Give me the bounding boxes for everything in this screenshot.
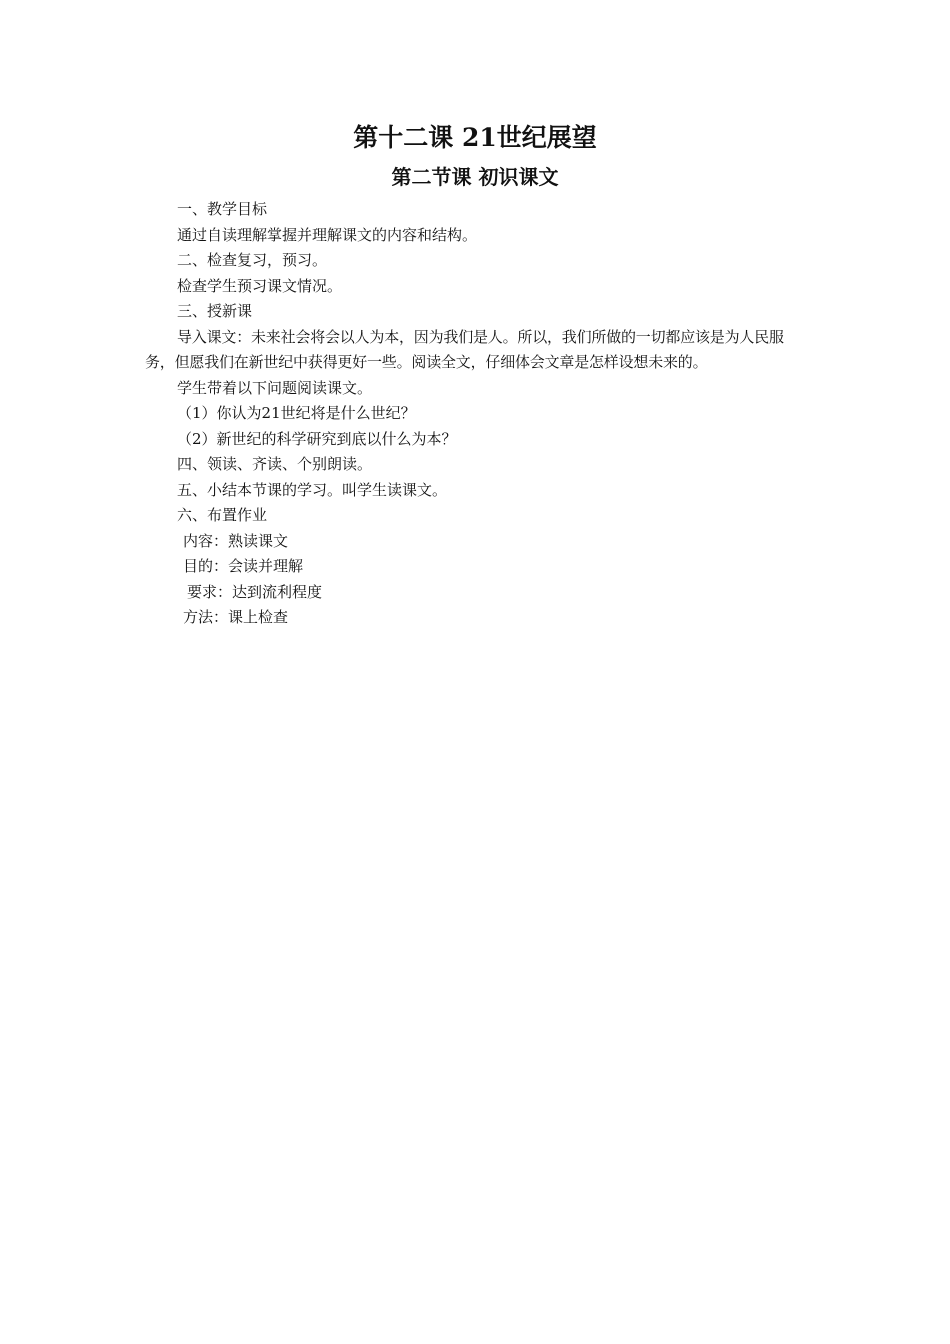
- paragraph-reading-task: 学生带着以下问题阅读课文。: [177, 378, 373, 397]
- paragraph-review: 检查学生预习课文情况。: [177, 276, 343, 295]
- question-2: （2）新世纪的科学研究到底以什么为本？: [177, 429, 457, 448]
- homework-method: 方法：课上检查: [183, 608, 289, 626]
- paragraph-introduction: 导入课文：未来社会将会以人为本，因为我们是人。所以，我们所做的一切都应该是为人民服务，但愿我们在新世纪中获得更好一些。阅读全文，仔细体会文章是怎样设想未来的。: [145, 327, 784, 371]
- section-heading-new-lesson: 三、授新课: [177, 302, 253, 320]
- paragraph-goals: 通过自读理解掌握并理解课文的内容和结构。: [177, 225, 478, 244]
- section-heading-goals: 一、教学目标: [177, 200, 268, 218]
- homework-requirement: 要求：达到流利程度: [187, 582, 323, 601]
- section-heading-review: 二、检查复习，预习。: [177, 251, 328, 269]
- lesson-subtitle: 第二节课 初识课文: [391, 165, 559, 189]
- section-heading-homework: 六、布置作业: [177, 506, 268, 524]
- lesson-title: 第十二课 21世纪展望: [353, 123, 597, 152]
- homework-content: 内容：熟读课文: [183, 531, 289, 550]
- section-heading-summary: 五、小结本节课的学习。叫学生读课文。: [177, 480, 448, 499]
- section-heading-reading: 四、领读、齐读、个别朗读。: [177, 455, 373, 473]
- question-1: （1）你认为21世纪将是什么世纪？: [177, 404, 416, 422]
- homework-purpose: 目的：会读并理解: [183, 557, 304, 575]
- document-body: [145, 197, 815, 631]
